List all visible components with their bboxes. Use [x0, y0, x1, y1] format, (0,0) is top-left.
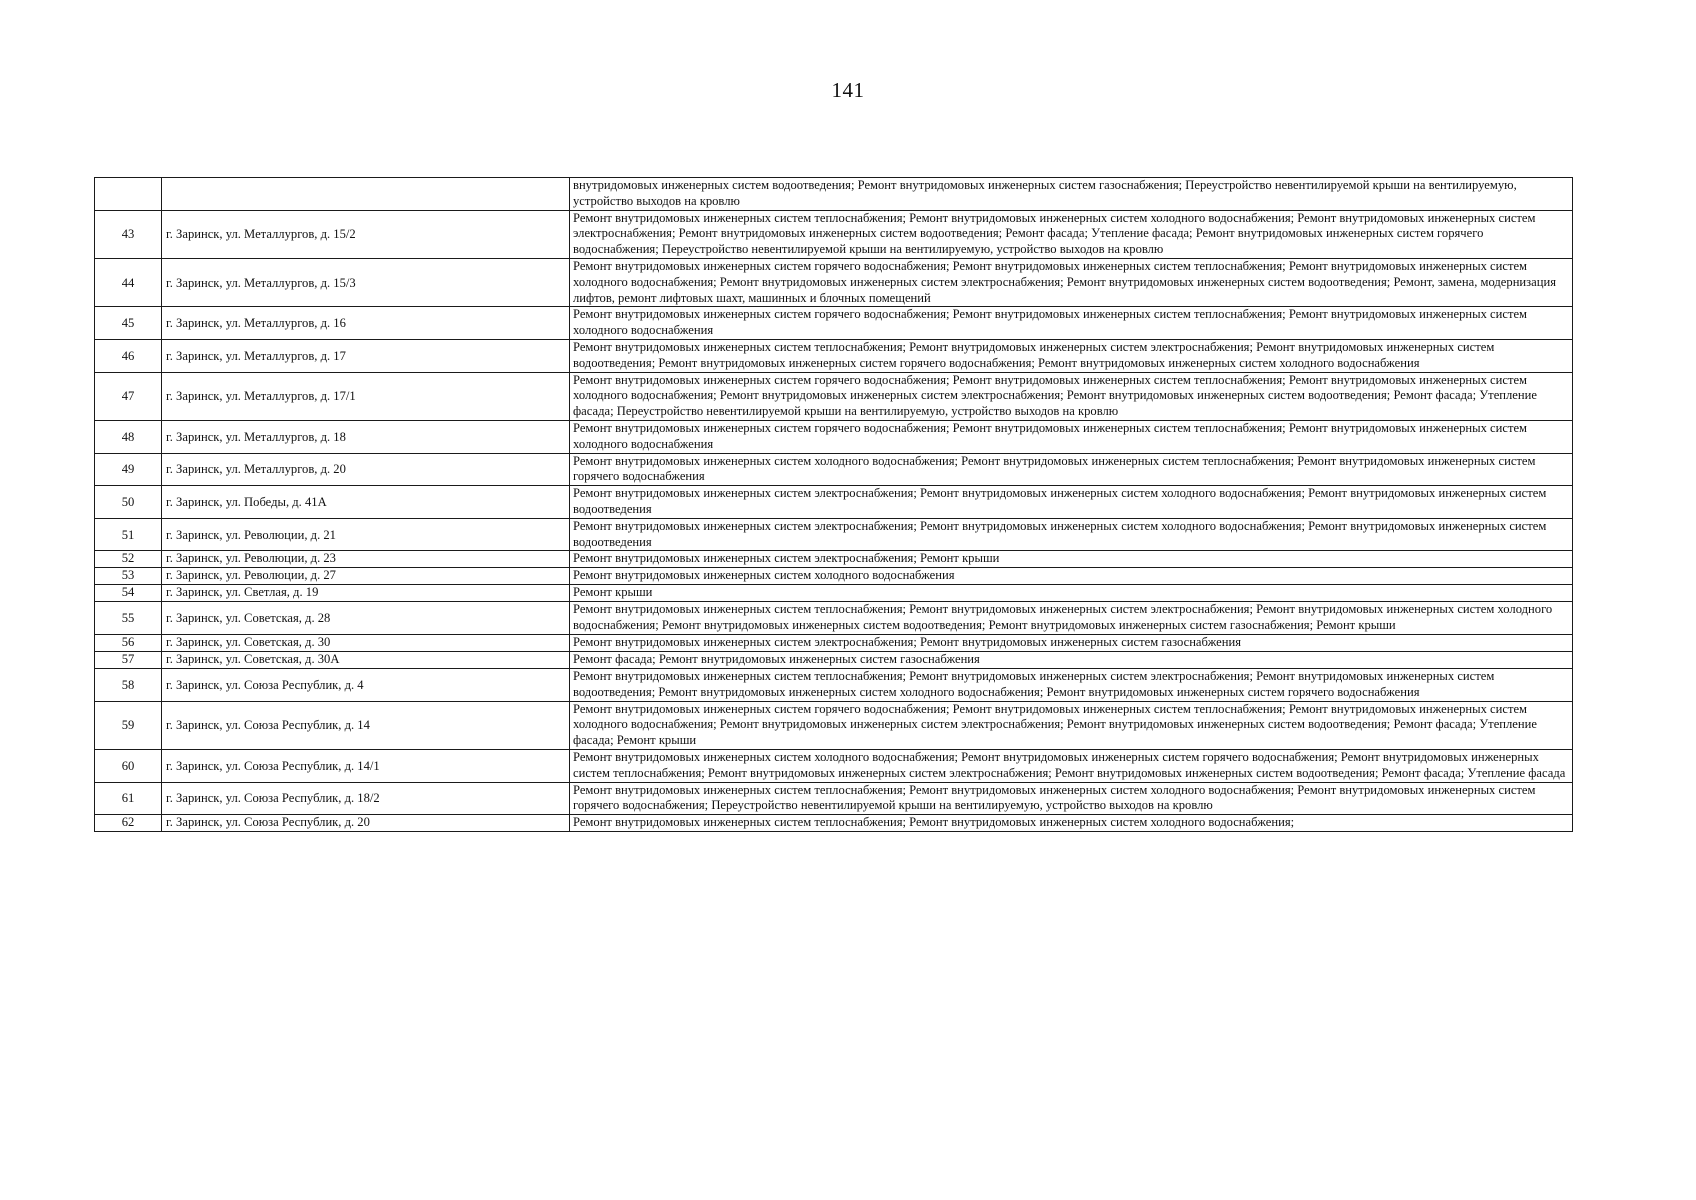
row-number: 62 — [95, 815, 162, 832]
row-address: г. Заринск, ул. Металлургов, д. 15/3 — [162, 258, 570, 306]
row-number: 59 — [95, 701, 162, 749]
table-row — [95, 178, 1573, 211]
row-works: Ремонт внутридомовых инженерных систем теплоснабжения; Ремонт внутридомовых инженерных систем электроснабжения; Ремонт внутридомовых инженерных систем холодного водоснабжения; Ремонт внутридомовых инженерных систем водоотведения; Ремонт внутридомовых инженерных систем газоснабжения; Ремонт крыши — [570, 602, 1573, 635]
row-number — [95, 178, 162, 211]
row-address: г. Заринск, ул. Союза Республик, д. 18/2 — [162, 782, 570, 815]
row-address: г. Заринск, ул. Союза Республик, д. 20 — [162, 815, 570, 832]
row-address: г. Заринск, ул. Металлургов, д. 18 — [162, 420, 570, 453]
row-address: г. Заринск, ул. Союза Республик, д. 4 — [162, 668, 570, 701]
table-row — [95, 307, 1573, 340]
row-number: 45 — [95, 307, 162, 340]
row-works: Ремонт внутридомовых инженерных систем электроснабжения; Ремонт внутридомовых инженерных систем холодного водоснабжения; Ремонт внутридомовых инженерных систем водоотведения — [570, 486, 1573, 519]
table-row — [95, 453, 1573, 486]
row-works: внутридомовых инженерных систем водоотведения; Ремонт внутридомовых инженерных систем газоснабжения; Переустройство невентилируемой крыши на вентилируемую, устройство выходов на кровлю — [570, 178, 1573, 211]
row-works: Ремонт внутридомовых инженерных систем электроснабжения; Ремонт внутридомовых инженерных систем газоснабжения — [570, 634, 1573, 651]
row-works: Ремонт внутридомовых инженерных систем горячего водоснабжения; Ремонт внутридомовых инженерных систем теплоснабжения; Ремонт внутридомовых инженерных систем холодного водоснабжения — [570, 307, 1573, 340]
row-works: Ремонт внутридомовых инженерных систем теплоснабжения; Ремонт внутридомовых инженерных систем электроснабжения; Ремонт внутридомовых инженерных систем водоотведения; Ремонт внутридомовых инженерных систем холодного водоснабжения; Ремонт внутридомовых инженерных систем горячего водоснабжения — [570, 668, 1573, 701]
row-address: г. Заринск, ул. Советская, д. 28 — [162, 602, 570, 635]
table-row — [95, 749, 1573, 782]
row-address: г. Заринск, ул. Металлургов, д. 15/2 — [162, 210, 570, 258]
row-number: 50 — [95, 486, 162, 519]
row-works: Ремонт внутридомовых инженерных систем горячего водоснабжения; Ремонт внутридомовых инженерных систем теплоснабжения; Ремонт внутридомовых инженерных систем холодного водоснабжения; Ремонт внутридомовых инженерных систем электроснабжения; Ремонт внутридомовых инженерных систем водоотведения; Ремонт фасада; Утепление фасада; Переустройство невентилируемой крыши на вентилируемую, устройство выходов на кровлю — [570, 372, 1573, 420]
row-number: 43 — [95, 210, 162, 258]
row-number: 44 — [95, 258, 162, 306]
row-address: г. Заринск, ул. Светлая, д. 19 — [162, 585, 570, 602]
row-works: Ремонт внутридомовых инженерных систем холодного водоснабжения; Ремонт внутридомовых инженерных систем горячего водоснабжения; Ремонт внутридомовых инженерных систем теплоснабжения; Ремонт внутридомовых инженерных систем электроснабжения; Ремонт внутридомовых инженерных систем водоотведения; Ремонт фасада; Утепление фасада — [570, 749, 1573, 782]
row-address: г. Заринск, ул. Союза Республик, д. 14 — [162, 701, 570, 749]
table-row — [95, 602, 1573, 635]
table-row — [95, 701, 1573, 749]
table-row — [95, 518, 1573, 551]
row-address — [162, 178, 570, 211]
table-row — [95, 651, 1573, 668]
row-address: г. Заринск, ул. Советская, д. 30 — [162, 634, 570, 651]
row-address: г. Заринск, ул. Победы, д. 41А — [162, 486, 570, 519]
row-number: 47 — [95, 372, 162, 420]
table-row — [95, 258, 1573, 306]
table-row — [95, 372, 1573, 420]
table-body — [95, 178, 1573, 832]
table-row — [95, 568, 1573, 585]
row-works: Ремонт внутридомовых инженерных систем горячего водоснабжения; Ремонт внутридомовых инженерных систем теплоснабжения; Ремонт внутридомовых инженерных систем холодного водоснабжения — [570, 420, 1573, 453]
row-number: 57 — [95, 651, 162, 668]
row-number: 58 — [95, 668, 162, 701]
table-row — [95, 210, 1573, 258]
row-works: Ремонт внутридомовых инженерных систем горячего водоснабжения; Ремонт внутридомовых инженерных систем теплоснабжения; Ремонт внутридомовых инженерных систем холодного водоснабжения; Ремонт внутридомовых инженерных систем электроснабжения; Ремонт внутридомовых инженерных систем водоотведения; Ремонт фасада; Утепление фасада; Ремонт крыши — [570, 701, 1573, 749]
row-works: Ремонт крыши — [570, 585, 1573, 602]
row-works: Ремонт внутридомовых инженерных систем теплоснабжения; Ремонт внутридомовых инженерных систем холодного водоснабжения; Ремонт внутридомовых инженерных систем горячего водоснабжения; Переустройство невентилируемой крыши на вентилируемую, устройство выходов на кровлю — [570, 782, 1573, 815]
table-row — [95, 339, 1573, 372]
row-number: 61 — [95, 782, 162, 815]
row-works: Ремонт внутридомовых инженерных систем теплоснабжения; Ремонт внутридомовых инженерных систем холодного водоснабжения; — [570, 815, 1573, 832]
row-address: г. Заринск, ул. Металлургов, д. 20 — [162, 453, 570, 486]
row-works: Ремонт внутридомовых инженерных систем теплоснабжения; Ремонт внутридомовых инженерных систем холодного водоснабжения; Ремонт внутридомовых инженерных систем электроснабжения; Ремонт внутридомовых инженерных систем водоотведения; Ремонт фасада; Утепление фасада; Ремонт внутридомовых инженерных систем горячего водоснабжения; Переустройство невентилируемой крыши на вентилируемую, устройство выходов на кровлю — [570, 210, 1573, 258]
page-number: 141 — [831, 78, 865, 102]
row-number: 56 — [95, 634, 162, 651]
row-number: 55 — [95, 602, 162, 635]
row-works: Ремонт внутридомовых инженерных систем электроснабжения; Ремонт внутридомовых инженерных систем холодного водоснабжения; Ремонт внутридомовых инженерных систем водоотведения — [570, 518, 1573, 551]
table-row — [95, 551, 1573, 568]
table-row — [95, 815, 1573, 832]
table-row — [95, 486, 1573, 519]
row-works: Ремонт внутридомовых инженерных систем горячего водоснабжения; Ремонт внутридомовых инженерных систем теплоснабжения; Ремонт внутридомовых инженерных систем холодного водоснабжения; Ремонт внутридомовых инженерных систем электроснабжения; Ремонт внутридомовых инженерных систем водоотведения; Ремонт, замена, модернизация лифтов, ремонт лифтовых шахт, машинных и блочных помещений — [570, 258, 1573, 306]
repair-works-table — [94, 177, 1573, 832]
row-address: г. Заринск, ул. Металлургов, д. 17 — [162, 339, 570, 372]
table-row — [95, 420, 1573, 453]
row-number: 60 — [95, 749, 162, 782]
row-works: Ремонт внутридомовых инженерных систем электроснабжения; Ремонт крыши — [570, 551, 1573, 568]
row-number: 52 — [95, 551, 162, 568]
row-works: Ремонт внутридомовых инженерных систем теплоснабжения; Ремонт внутридомовых инженерных систем электроснабжения; Ремонт внутридомовых инженерных систем водоотведения; Ремонт внутридомовых инженерных систем горячего водоснабжения; Ремонт внутридомовых инженерных систем холодного водоснабжения — [570, 339, 1573, 372]
row-address: г. Заринск, ул. Революции, д. 27 — [162, 568, 570, 585]
row-address: г. Заринск, ул. Советская, д. 30А — [162, 651, 570, 668]
row-address: г. Заринск, ул. Металлургов, д. 17/1 — [162, 372, 570, 420]
row-number: 48 — [95, 420, 162, 453]
table-row — [95, 634, 1573, 651]
row-number: 53 — [95, 568, 162, 585]
row-address: г. Заринск, ул. Металлургов, д. 16 — [162, 307, 570, 340]
row-address: г. Заринск, ул. Союза Республик, д. 14/1 — [162, 749, 570, 782]
row-address: г. Заринск, ул. Революции, д. 23 — [162, 551, 570, 568]
row-address: г. Заринск, ул. Революции, д. 21 — [162, 518, 570, 551]
row-number: 51 — [95, 518, 162, 551]
row-works: Ремонт фасада; Ремонт внутридомовых инженерных систем газоснабжения — [570, 651, 1573, 668]
table-row — [95, 668, 1573, 701]
row-number: 54 — [95, 585, 162, 602]
row-works: Ремонт внутридомовых инженерных систем холодного водоснабжения — [570, 568, 1573, 585]
row-number: 46 — [95, 339, 162, 372]
row-works: Ремонт внутридомовых инженерных систем холодного водоснабжения; Ремонт внутридомовых инженерных систем теплоснабжения; Ремонт внутридомовых инженерных систем горячего водоснабжения — [570, 453, 1573, 486]
table-row — [95, 585, 1573, 602]
row-number: 49 — [95, 453, 162, 486]
table-row — [95, 782, 1573, 815]
